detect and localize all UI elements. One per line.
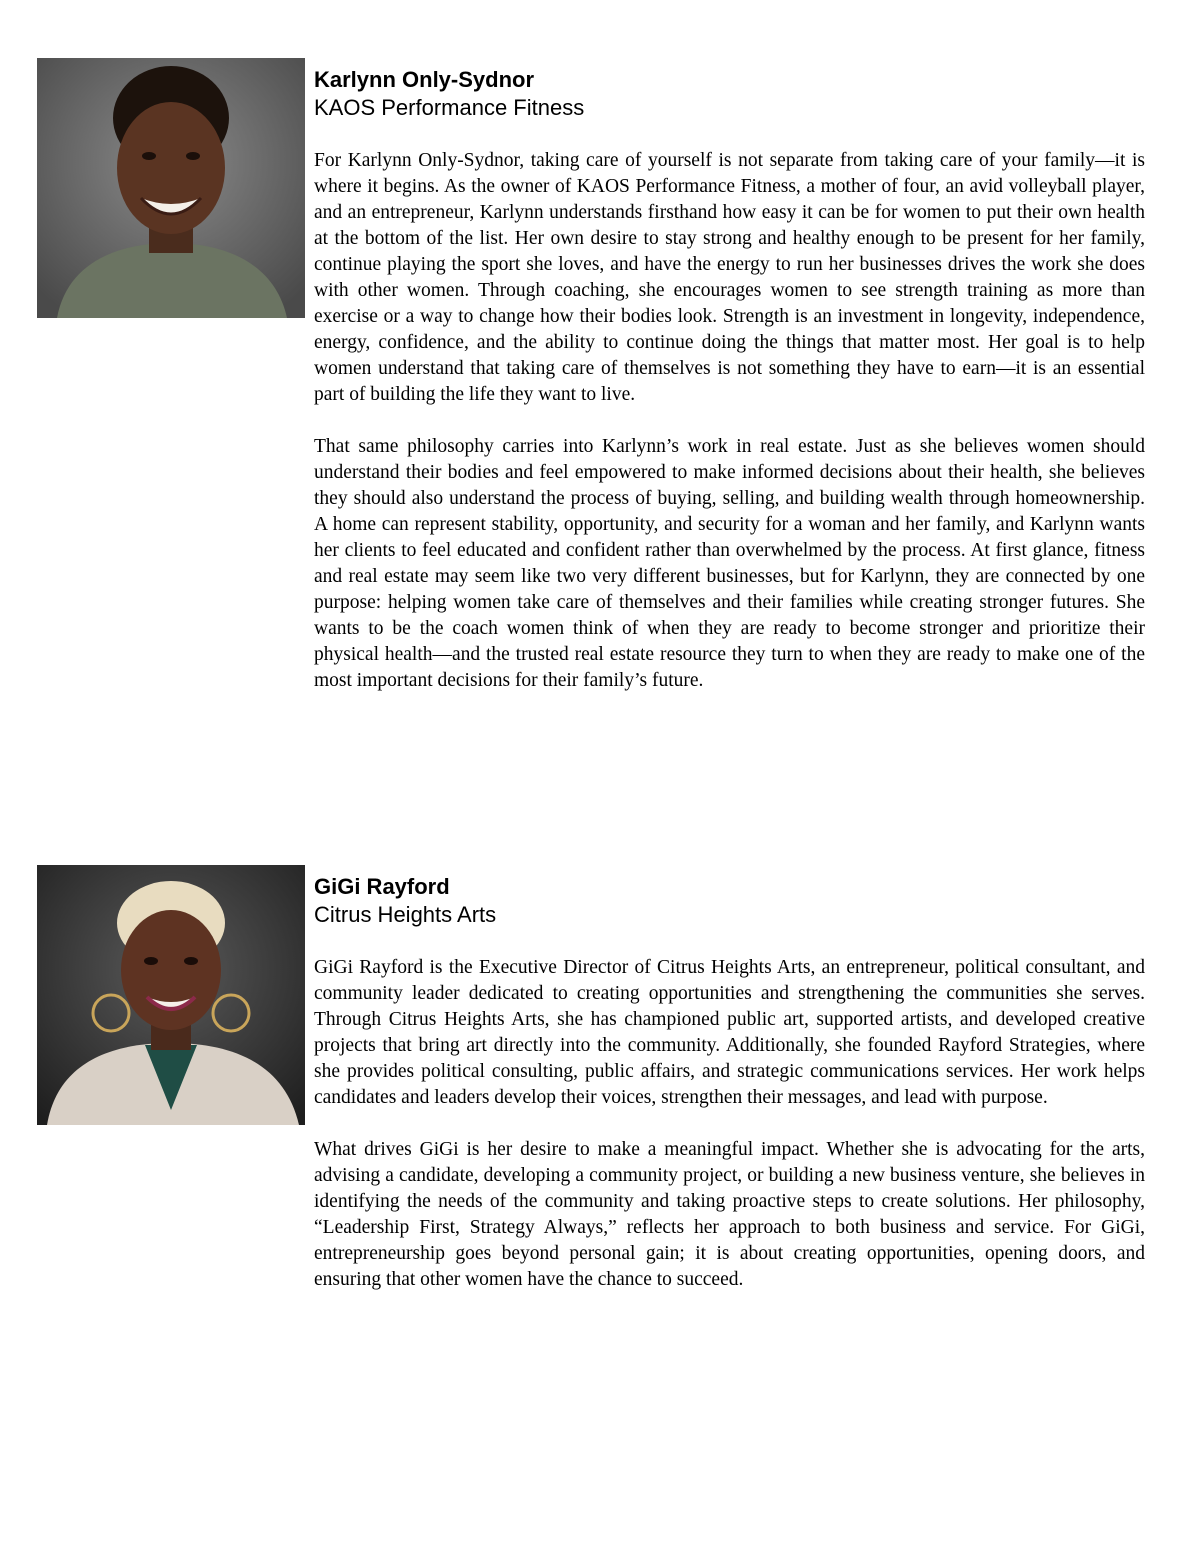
portrait-photo bbox=[37, 865, 305, 1125]
profile-name: GiGi Rayford bbox=[314, 874, 450, 899]
bio-paragraph: What drives GiGi is her desire to make a meaningful impact. Whether she is advocating for the arts, advising a candidate, developing a community project, or building a new business venture, she believes in identifying the needs of the community and taking proactive steps to create solutions. Her philosophy, “Leadership First, Strategy Always,” reflects her approach to both business and service. For GiGi, entrepreneurship goes beyond personal gain; it is about creating opportunities, opening doors, and ensuring that other women have the chance to succeed. bbox=[314, 1139, 1145, 1290]
profile-text bbox=[314, 66, 1145, 720]
profile-organization: KAOS Performance Fitness bbox=[314, 95, 585, 120]
bio-paragraph: That same philosophy carries into Karlynn’s work in real estate. Just as she believes women should understand their bodies and feel empowered to make informed decisions about their health, she believes they should also understand the process of buying, selling, and building wealth through homeownership. A home can represent stability, opportunity, and security for a woman and her family, and Karlynn wants her clients to feel educated and confident rather than overwhelmed by the process. At first glance, fitness and real estate may seem like two very different businesses, but for Karlynn, they are connected by one purpose: helping women take care of themselves and their families while creating stronger futures. She wants to be the coach women think of when they are ready to become stronger and prioritize their physical health—and the trusted real estate resource they turn to when they are ready to make one of the most important decisions for their family’s future. bbox=[314, 436, 1145, 691]
portrait-photo bbox=[37, 58, 305, 318]
bio-paragraph: GiGi Rayford is the Executive Director of Citrus Heights Arts, an entrepreneur, political consultant, and community leader dedicated to creating opportunities and strengthening the communities she serves. Through Citrus Heights Arts, she has championed public art, supported artists, and developed creative projects that bring art directly into the community. Additionally, she founded Rayford Strategies, where she provides political consulting, public affairs, and strategic communications services. Her work helps candidates and leaders develop their voices, strengthen their messages, and lead with purpose. bbox=[314, 957, 1145, 1108]
bio-paragraph: For Karlynn Only-Sydnor, taking care of yourself is not separate from taking care of your family—it is where it begins. As the owner of KAOS Performance Fitness, a mother of four, an avid volleyball player, and an entrepreneur, Karlynn understands firsthand how easy it can be for women to put their own health at the bottom of the list. Her own desire to stay strong and healthy enough to be present for her family, continue playing the sport she loves, and have the energy to run her businesses drives the work she does with other women. Through coaching, she encourages women to see strength training as more than exercise or a way to change how their bodies look. Strength is an investment in longevity, independence, energy, confidence, and the ability to continue doing the things that matter most. Her goal is to help women understand that taking care of themselves is not something they have to earn—it is an essential part of building the life they want to live. bbox=[314, 150, 1145, 405]
profile-text bbox=[314, 873, 1145, 1319]
profile-organization: Citrus Heights Arts bbox=[314, 902, 497, 927]
profile-name: Karlynn Only-Sydnor bbox=[314, 67, 535, 92]
